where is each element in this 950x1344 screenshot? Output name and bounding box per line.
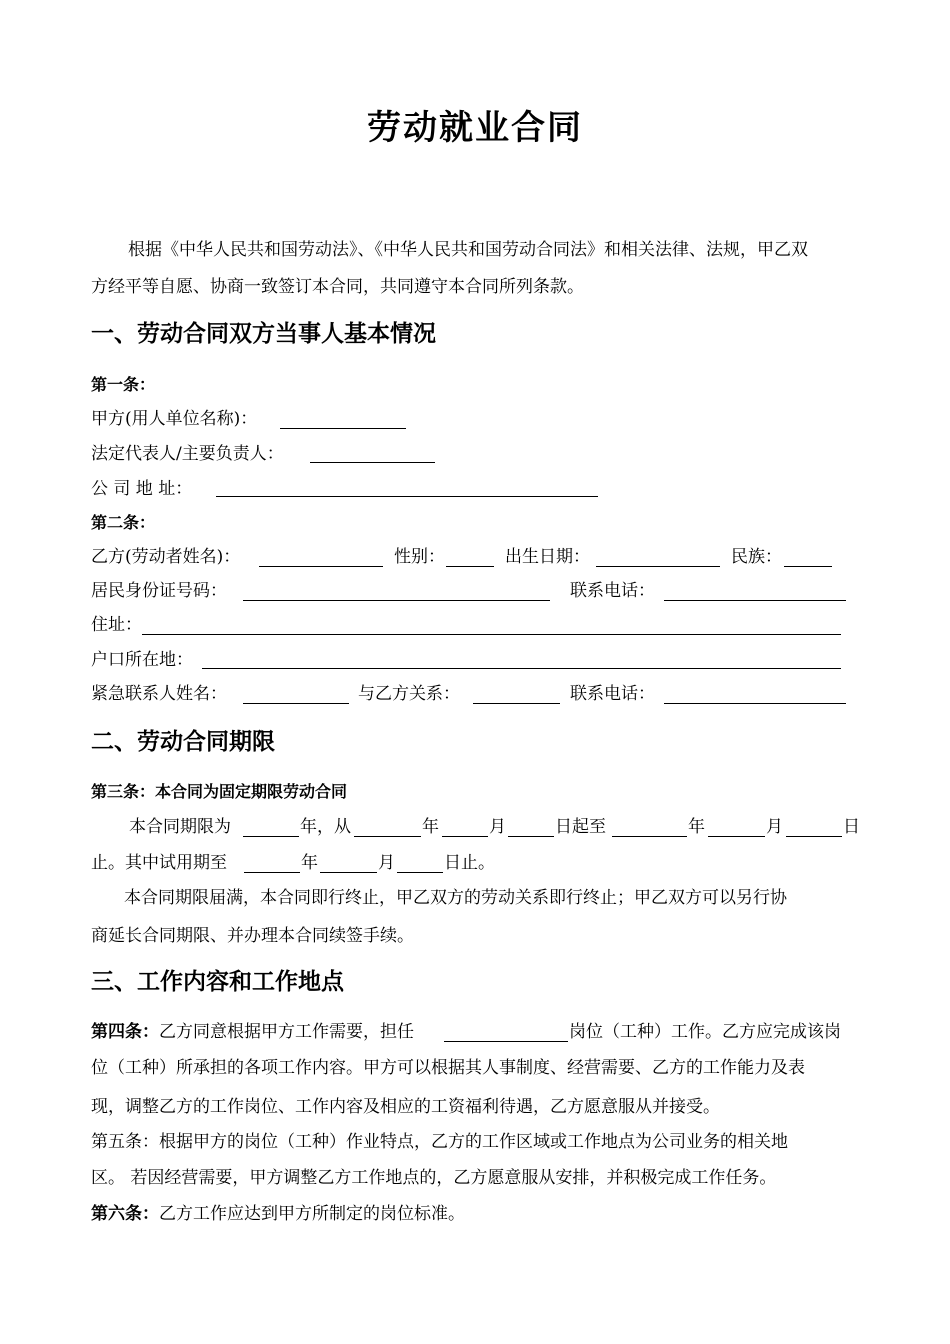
article-6-label: 第六条： bbox=[91, 1204, 159, 1224]
section-2-heading: 二、劳动合同期限 bbox=[91, 729, 275, 755]
id-number-label: 居民身份证号码： bbox=[91, 581, 227, 601]
expire-line-1: 本合同期限届满，本合同即行终止，甲乙双方的劳动关系即行终止；甲乙双方可以另行协 bbox=[124, 888, 787, 908]
article-4-text-a: 乙方同意根据甲方工作需要，担任 bbox=[159, 1022, 414, 1042]
article-4-line-2: 位（工种）所承担的各项工作内容。甲方可以根据其人事制度、经营需要、乙方的工作能力及表 bbox=[91, 1058, 805, 1078]
emergency-contact-field[interactable] bbox=[243, 703, 349, 704]
probation-text-c: 月 bbox=[378, 853, 395, 873]
probation-text-d: 日止。 bbox=[444, 853, 495, 873]
page-title: 劳动就业合同 bbox=[367, 108, 583, 148]
article-3-label: 第三条：本合同为固定期限劳动合同 bbox=[91, 782, 348, 801]
end-day-field[interactable] bbox=[786, 836, 842, 837]
address-label: 公 司 地 址： bbox=[91, 479, 193, 499]
term-text-d: 月 bbox=[489, 817, 506, 837]
intro-line-1: 根据《中华人民共和国劳动法》、《中华人民共和国劳动合同法》和相关法律、法规，甲乙双 bbox=[128, 240, 808, 260]
emergency-phone-label: 联系电话： bbox=[570, 684, 655, 704]
intro-line-2: 方经平等自愿、协商一致签订本合同，共同遵守本合同所列条款。 bbox=[91, 277, 584, 297]
ethnic-label: 民族： bbox=[731, 547, 782, 567]
id-number-field[interactable] bbox=[243, 600, 550, 601]
term-text-g: 月 bbox=[766, 817, 783, 837]
phone-field[interactable] bbox=[664, 600, 846, 601]
ethnic-field[interactable] bbox=[784, 566, 832, 567]
legal-rep-label: 法定代表人/主要负责人： bbox=[91, 444, 284, 464]
section-3-heading: 三、工作内容和工作地点 bbox=[91, 969, 344, 995]
party-b-label: 乙方(劳动者姓名)： bbox=[91, 547, 241, 567]
relation-label: 与乙方关系： bbox=[358, 684, 460, 704]
expire-line-2: 商延长合同期限、并办理本合同续签手续。 bbox=[91, 926, 414, 946]
residence-field[interactable] bbox=[142, 634, 841, 635]
probation-year-field[interactable] bbox=[244, 872, 300, 873]
probation-text-b: 年 bbox=[301, 853, 318, 873]
article-5-line-2: 区。 若因经营需要，甲方调整乙方工作地点的，乙方愿意服从安排，并积极完成工作任务。 bbox=[91, 1168, 777, 1188]
party-a-field[interactable] bbox=[280, 428, 406, 429]
article-4-label: 第四条： bbox=[91, 1022, 159, 1042]
birth-field[interactable] bbox=[596, 566, 720, 567]
article-5-line-1: 第五条：根据甲方的岗位（工种）作业特点，乙方的工作区域或工作地点为公司业务的相关地 bbox=[91, 1132, 788, 1152]
term-text-f: 年 bbox=[688, 817, 705, 837]
probation-month-field[interactable] bbox=[320, 872, 377, 873]
term-text-e: 日起至 bbox=[555, 817, 606, 837]
start-month-field[interactable] bbox=[442, 836, 488, 837]
legal-rep-field[interactable] bbox=[310, 462, 435, 463]
address-field[interactable] bbox=[216, 496, 598, 497]
residence-label: 住址： bbox=[91, 615, 142, 635]
start-day-field[interactable] bbox=[508, 836, 554, 837]
article-6-text: 乙方工作应达到甲方所制定的岗位标准。 bbox=[159, 1204, 465, 1224]
emergency-phone-field[interactable] bbox=[664, 703, 846, 704]
end-month-field[interactable] bbox=[708, 836, 765, 837]
emergency-contact-label: 紧急联系人姓名： bbox=[91, 684, 227, 704]
term-text-c: 年 bbox=[422, 817, 439, 837]
gender-field[interactable] bbox=[446, 566, 494, 567]
birth-label: 出生日期： bbox=[505, 547, 590, 567]
term-text-a: 本合同期限为 bbox=[129, 817, 231, 837]
article-4-text-b: 岗位（工种）工作。乙方应完成该岗 bbox=[569, 1022, 841, 1042]
party-b-field[interactable] bbox=[259, 566, 383, 567]
start-year-field[interactable] bbox=[354, 836, 421, 837]
hukou-label: 户口所在地： bbox=[91, 650, 193, 670]
gender-label: 性别： bbox=[394, 547, 445, 567]
probation-day-field[interactable] bbox=[397, 872, 443, 873]
party-a-label: 甲方(用人单位名称)： bbox=[91, 409, 258, 429]
hukou-field[interactable] bbox=[202, 668, 841, 669]
article-1-label: 第一条： bbox=[91, 375, 156, 394]
term-text-b: 年，从 bbox=[300, 817, 351, 837]
phone-label: 联系电话： bbox=[570, 581, 655, 601]
article-2-label: 第二条： bbox=[91, 513, 156, 532]
article-4-line-3: 现，调整乙方的工作岗位、工作内容及相应的工资福利待遇，乙方愿意服从并接受。 bbox=[91, 1097, 720, 1117]
term-years-field[interactable] bbox=[243, 836, 299, 837]
end-year-field[interactable] bbox=[612, 836, 687, 837]
probation-text-a: 止。其中试用期至 bbox=[91, 853, 227, 873]
position-field[interactable] bbox=[444, 1041, 568, 1042]
term-text-h: 日 bbox=[843, 817, 860, 837]
relation-field[interactable] bbox=[473, 703, 560, 704]
section-1-heading: 一、劳动合同双方当事人基本情况 bbox=[91, 321, 436, 347]
